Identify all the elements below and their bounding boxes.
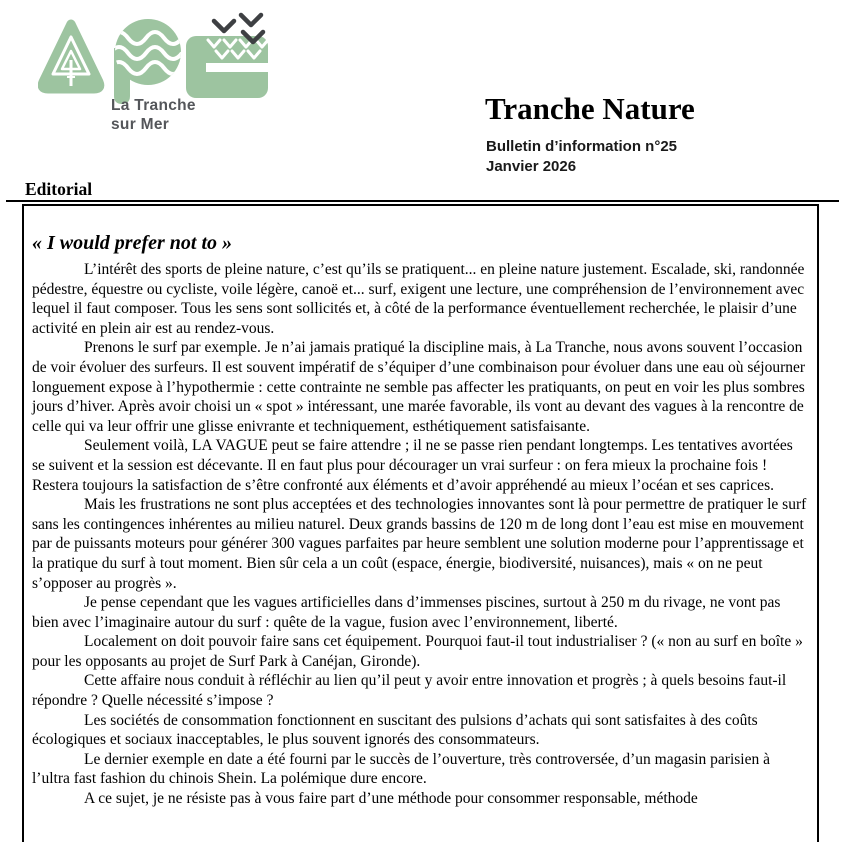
editorial-paragraph: Les sociétés de consommation fonctionnent en suscitant des pulsions d’achats qui sont satisfaites à des coûts écologiques et sociaux inacceptables, le plus souvent ignorés des consommateurs.: [32, 711, 758, 749]
bulletin-date: Janvier 2026: [486, 158, 577, 175]
editorial-body: [32, 260, 807, 809]
logo-text-line1: La Tranche: [111, 97, 196, 114]
editorial-paragraph: Je pense cependant que les vagues artificielles dans d’immenses piscines, surtout à 250 m du rivage, ne vont pas bien avec l’imaginaire autour du surf : quête de la vague, fusion avec l’environnement, liberté.: [32, 594, 781, 631]
editorial-paragraph: Localement on doit pouvoir faire sans cet équipement. Pourquoi faut-il tout industrialiser ? (« non au surf en boîte » pour les opposants au projet de Surf Park à Canéjan, Gironde).: [32, 633, 803, 670]
editorial-box: [22, 204, 819, 842]
editorial-paragraph: A ce sujet, je ne résiste pas à vous faire part d’une méthode pour consommer responsable, méthode: [84, 790, 698, 808]
logo-text-line2: sur Mer: [111, 116, 170, 133]
section-heading: Editorial: [25, 179, 93, 199]
editorial-paragraph: L’intérêt des sports de pleine nature, c’est qu’ils se pratiquent... en pleine nature justement. Escalade, ski, randonnée pédestre, équestre ou cycliste, voile légère, canoë et... surf, exigent une lecture, une compréhension de l’environnement avec lequel il faut composer. Tous les sens sont sollicités et, à côté de la performance éventuellement recherchée, le plaisir d’une activité en plein air est au rendez-vous.: [32, 261, 805, 337]
heading-rule: [6, 200, 839, 202]
editorial-paragraph: Mais les frustrations ne sont plus acceptées et des technologies innovantes sont là pour permettre de pratiquer le surf sans les contingences inhérentes au milieu naturel. Deux grands bassins de 120 m de long dont l’eau est mise en mouvement par de puissants moteurs pour générer 300 vagues parfaites par heure semblent une solution moderne pour l’apprentissage et la pratique du surf à tout moment. Bien sûr cela a un coût (espace, énergie, biodiversité, nuisances), mais « on ne peut s’opposer au progrès ».: [32, 496, 807, 592]
editorial-title: « I would prefer not to »: [32, 232, 233, 254]
logo-letter-p-waves-icon: [110, 19, 182, 104]
editorial-paragraph: Seulement voilà, LA VAGUE peut se faire attendre ; il ne se passe rien pendant longtemps. Les tentatives avortées se suivent et la session est décevante. Il en faut plus pour décourager un vrai surfeur : on fera mieux la prochaine fois ! Restera toujours la satisfaction de s’être confronté aux éléments et d’avoir appréhendé au mieux l’océan et ses caprices.: [32, 437, 793, 494]
logo-wordmark: [111, 96, 196, 134]
newsletter-title: Tranche Nature: [485, 91, 695, 126]
editorial-paragraph: Prenons le surf par exemple. Je n’ai jamais pratiqué la discipline mais, à La Tranche, nous avons souvent l’occasion de voir évoluer des surfeurs. Il est souvent impératif de s’équiper d’une combinaison pour évoluer dans une eau où séjourner longuement expose à l’hypothermie : cette contrainte ne semble pas affecter les pratiquants, on peut en voir les plus sombres jours d’hiver. Après avoir choisi un « spot » intéressant, une marée favorable, ils vont au devant des vagues à la rencontre de celle qui va leur offrir une glisse enivrante et techniquement, esthétiquement satisfaisante.: [32, 339, 806, 435]
logo-letter-a-tree-icon: [42, 24, 100, 89]
editorial-paragraph: Le dernier exemple en date a été fourni par le succès de l’ouverture, très controversée, d’un magasin parisien à l’ultra fast fashion du chinois Shein. La polémique dure encore.: [32, 750, 770, 788]
bulletin-number: Bulletin d’information n°25: [486, 138, 678, 155]
logo-letter-e-birds-icon: [186, 36, 273, 98]
editorial-paragraph: Cette affaire nous conduit à réfléchir au lien qu’il peut y avoir entre innovation et progrès ; à quels besoins faut-il répondre ? Quelle nécessité s’impose ?: [32, 672, 787, 710]
